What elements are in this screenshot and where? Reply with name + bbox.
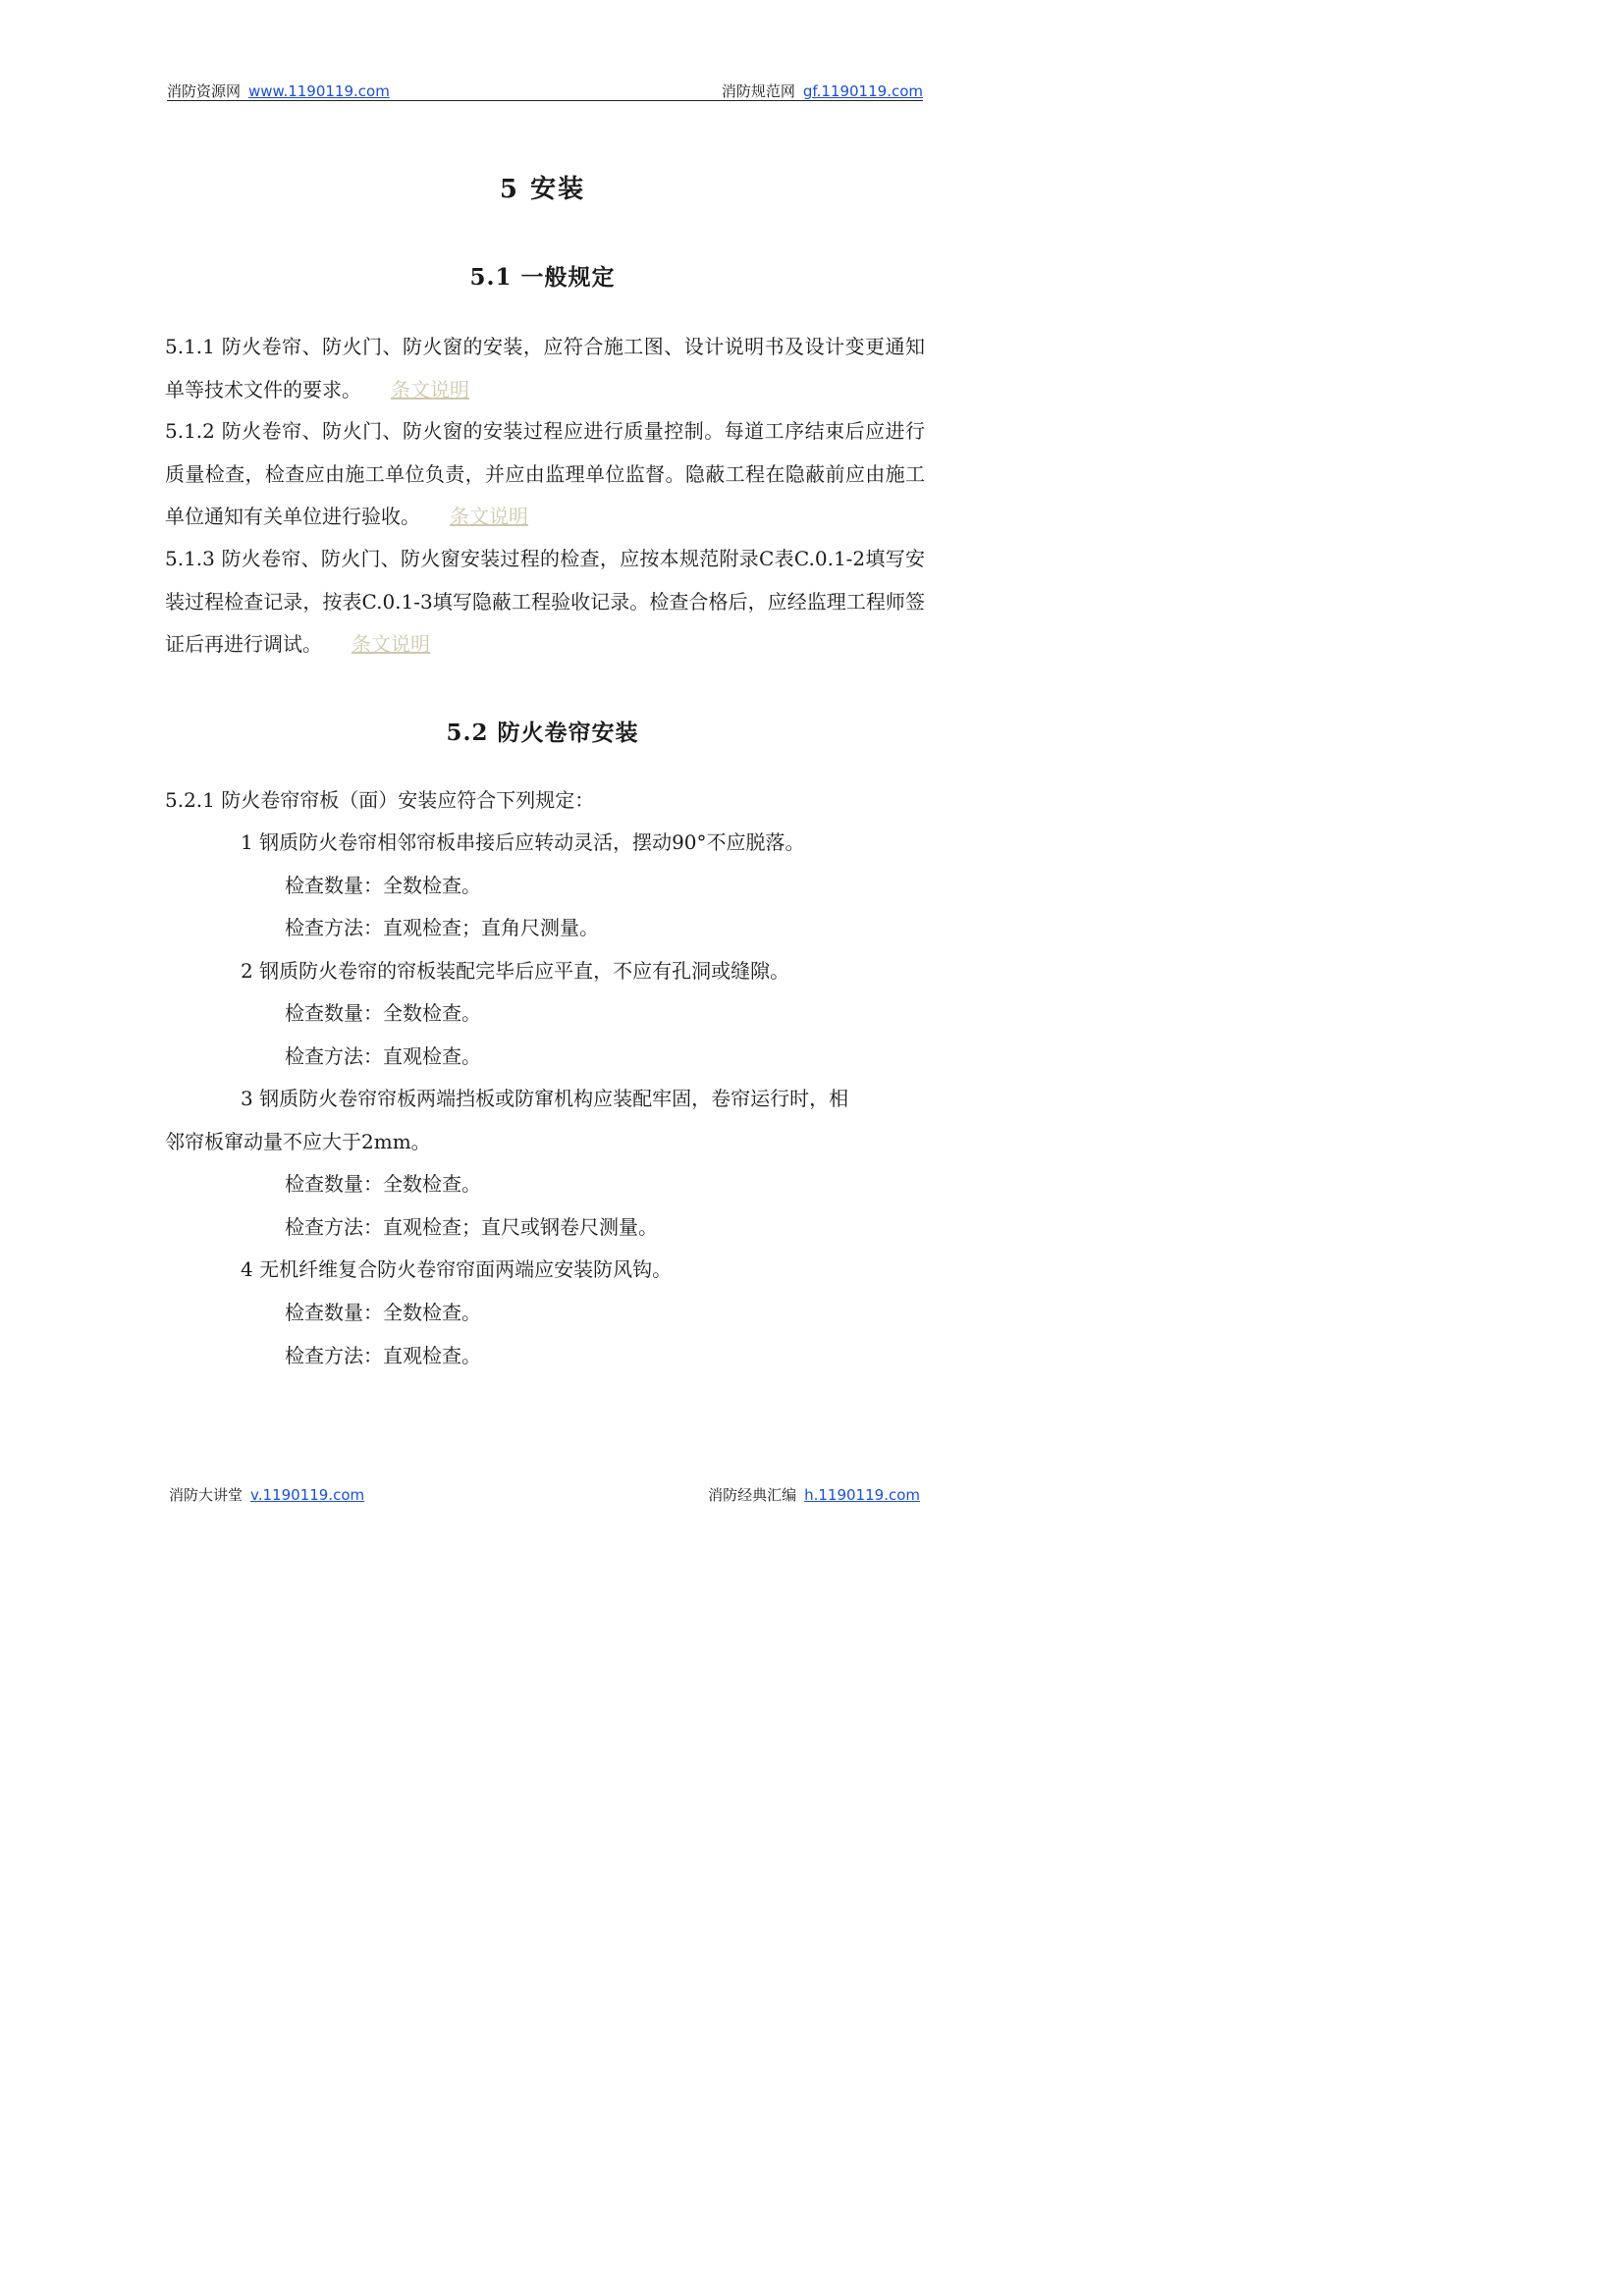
- clause-5-1-1: [165, 326, 925, 411]
- clause-5-1-3: [165, 538, 925, 667]
- clause-note-link[interactable]: 条文说明: [450, 505, 528, 528]
- check-count: 检查数量：全数检查。: [285, 1301, 481, 1324]
- list-item-text: 4 无机纤维复合防火卷帘帘面两端应安装防风钩。: [241, 1257, 673, 1281]
- page-footer: [169, 1484, 920, 1504]
- header-site-name: 消防资源网: [167, 82, 242, 100]
- footer-left: [169, 1484, 364, 1505]
- section-title-5-2: 5.2 防火卷帘安装: [446, 720, 639, 746]
- clause-note-link[interactable]: 条文说明: [352, 632, 430, 656]
- check-method: 检查方法：直观检查。: [285, 1044, 481, 1068]
- clause-text: 5.1.2 防火卷帘、防火门、防火窗的安装过程应进行质量控制。每道工序结束后应进行质量检查，检查应由施工单位负责，并应由监理单位监督。隐蔽工程在隐蔽前应由施工单位通知有关单位进行验收。: [165, 419, 925, 528]
- check-method: 检查方法：直观检查；直角尺测量。: [285, 916, 599, 939]
- footer-lecture-link[interactable]: v.1190119.com: [250, 1486, 365, 1504]
- check-method: 检查方法：直观检查。: [285, 1344, 481, 1367]
- clause-text: 5.1.3 防火卷帘、防火门、防火窗安装过程的检查，应按本规范附录C表C.0.1-2填写安装过程检查记录，按表C.0.1-3填写隐蔽工程验收记录。检查合格后，应经监理工程师签证后再进行调试。: [165, 547, 925, 656]
- header-right: [722, 80, 923, 101]
- footer-lecture-name: 消防大讲堂: [169, 1486, 244, 1504]
- clause-note-link[interactable]: 条文说明: [391, 377, 469, 401]
- check-method: 检查方法：直观检查；直尺或钢卷尺测量。: [285, 1215, 658, 1239]
- section-title-5-1: 5.1 一般规定: [469, 264, 616, 291]
- footer-right: [708, 1484, 920, 1505]
- footer-collection-name: 消防经典汇编: [708, 1486, 797, 1504]
- list-item-text-cont: 邻帘板窜动量不应大于2mm。: [165, 1130, 431, 1153]
- clause-text: 5.1.1 防火卷帘、防火门、防火窗的安装，应符合施工图、设计说明书及设计变更通知单等技术文件的要求。: [165, 335, 925, 401]
- clause-5-2-1-intro: 5.2.1 防火卷帘帘板（面）安装应符合下列规定：: [165, 788, 595, 812]
- header-spec-name: 消防规范网: [721, 82, 795, 100]
- check-count: 检查数量：全数检查。: [285, 874, 481, 897]
- header-spec-link[interactable]: gf.1190119.com: [802, 82, 923, 100]
- list-item-text: 3 钢质防火卷帘帘板两端挡板或防窜机构应装配牢固，卷帘运行时，相: [241, 1087, 849, 1110]
- clause-5-1-2: [165, 410, 925, 539]
- chapter-title: 5 安装: [499, 175, 586, 204]
- list-item-text: 1 钢质防火卷帘相邻帘板串接后应转动灵活，摆动90°不应脱落。: [241, 830, 805, 854]
- header-site-link[interactable]: www.1190119.com: [248, 82, 390, 100]
- header-left: [167, 80, 390, 101]
- list-item-text: 2 钢质防火卷帘的帘板装配完毕后应平直，不应有孔洞或缝隙。: [241, 959, 790, 983]
- check-count: 检查数量：全数检查。: [285, 1001, 481, 1025]
- check-count: 检查数量：全数检查。: [285, 1172, 481, 1196]
- footer-collection-link[interactable]: h.1190119.com: [804, 1486, 920, 1504]
- page-header: [167, 80, 923, 101]
